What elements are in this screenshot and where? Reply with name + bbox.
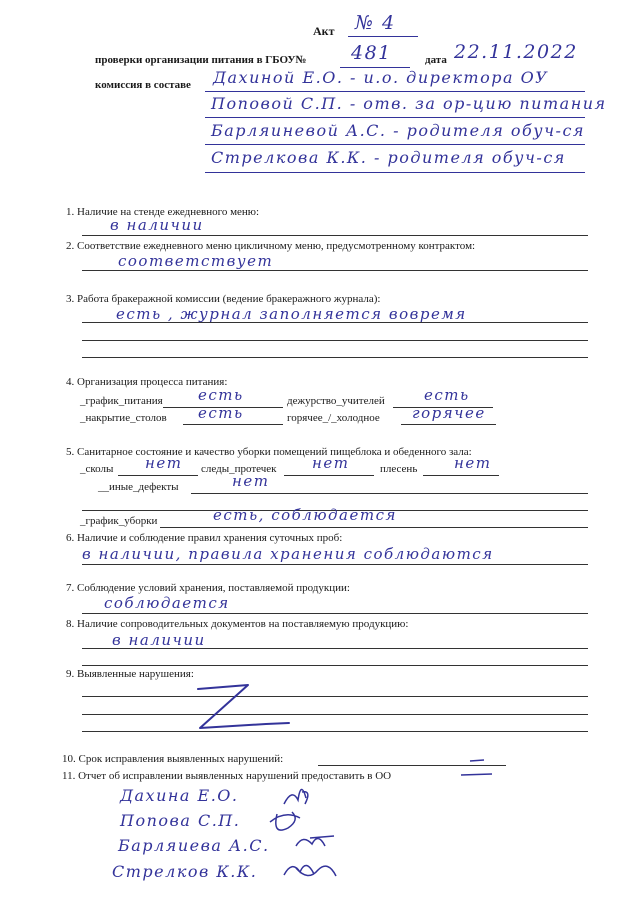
q5-mold-line [423, 475, 499, 476]
subject-label: проверки организации питания в ГБОУ№ [95, 54, 307, 66]
q8-answer: в наличии [112, 631, 206, 649]
q5-leaks-line [284, 475, 374, 476]
signature-scribble-3 [296, 836, 334, 846]
q4-schedule-label: _график_питания [80, 395, 163, 407]
q11-label: 11. Отчет об исправлении выявленных нарушений предоставить в ОО [62, 770, 392, 782]
q9-label: 9. Выявленные нарушения: [66, 668, 194, 680]
q9-line-1 [82, 696, 588, 697]
act-number: № 4 [355, 12, 396, 34]
member-line-1 [205, 91, 585, 92]
date-value: 22.11.2022 [454, 41, 578, 63]
q5-mold-label: плесень [380, 463, 418, 475]
member-line-2 [205, 117, 585, 118]
q5-cleaning-label: _график_уборки [80, 515, 158, 527]
q5-other-line [191, 493, 588, 494]
q10-label: 10. Срок исправления выявленных нарушений: [62, 753, 284, 765]
q11-dash [461, 774, 492, 775]
q9-line-3 [82, 731, 588, 732]
signature-scribble-1 [284, 789, 308, 804]
q5-other-value: нет [232, 472, 270, 490]
commission-member-2: Поповой С.П. - отв. за ор-цию питания [211, 94, 607, 113]
q5-chips-value: нет [145, 454, 183, 472]
q6-answer: в наличии, правила хранения соблюдаются [82, 545, 494, 563]
q1-label: 1. Наличие на стенде ежедневного меню: [66, 206, 260, 218]
signature-name-2: Попова С.П. [120, 811, 241, 830]
q4-duty-value: есть [424, 386, 470, 404]
q3-line-2 [82, 340, 588, 341]
commission-member-1: Дахиной Е.О. - и.о. директора ОУ [213, 68, 549, 87]
q4-hotcold-line [401, 424, 496, 425]
commission-member-4: Стрелкова К.К. - родителя обуч-ся [211, 148, 566, 167]
q3-line-3 [82, 357, 588, 358]
act-label: Акт [313, 24, 335, 38]
q5-leaks-label: следы_протечек [201, 463, 277, 475]
q5-chips-line [118, 475, 198, 476]
signature-scribble-4 [284, 865, 336, 876]
member-line-4 [205, 172, 585, 173]
q3-line-1 [82, 322, 588, 323]
q4-label: 4. Организация процесса питания: [66, 376, 228, 388]
q4-tables-label: _накрытие_столов [80, 412, 167, 424]
q5-other-label: __иные_дефекты [98, 481, 179, 493]
commission-member-3: Барляиневой А.С. - родителя обуч-ся [211, 121, 585, 140]
q5-cleaning-line [160, 527, 588, 528]
signature-name-1: Дахина Е.О. [120, 786, 239, 805]
q3-answer: есть , журнал заполняется вовремя [116, 305, 467, 323]
q8-label: 8. Наличие сопроводительных документов на поставляемую продукцию: [66, 618, 409, 630]
act-number-line [348, 36, 418, 37]
q5-label: 5. Санитарное состояние и качество уборки помещений пищеблока и обеденного зала: [66, 446, 472, 458]
q5-cleaning-value: есть, соблюдается [213, 506, 397, 524]
q5-leaks-value: нет [312, 454, 350, 472]
q6-label: 6. Наличие и соблюдение правил хранения суточных проб: [66, 532, 343, 544]
q9-line-2 [82, 714, 588, 715]
q4-schedule-value: есть [198, 386, 244, 404]
q8-line-2 [82, 665, 588, 666]
q4-tables-line [183, 424, 283, 425]
q6-line [82, 564, 588, 565]
signature-name-3: Барляиева А.С. [118, 836, 270, 855]
school-number: 481 [351, 42, 392, 64]
q7-answer: соблюдается [104, 594, 230, 612]
q2-answer: соответствует [118, 252, 274, 270]
q1-line [82, 235, 588, 236]
q10-line [318, 765, 506, 766]
q7-line [82, 613, 588, 614]
q4-tables-value: есть [198, 404, 244, 422]
no-violations-z-mark [198, 685, 289, 728]
q5-chips-label: _сколы [80, 463, 114, 475]
q4-hotcold-label: горячее_/_холодное [287, 412, 380, 424]
q10-dash [470, 760, 484, 761]
q3-label: 3. Работа бракеражной комиссии (ведение бракеражного журнала): [66, 293, 381, 305]
q4-hotcold-value: горячее [412, 404, 486, 422]
q7-label: 7. Соблюдение условий хранения, поставляемой продукции: [66, 582, 350, 594]
q2-label: 2. Соответствие ежедневного меню цикличному меню, предусмотренному контрактом: [66, 240, 476, 252]
q4-duty-label: дежурство_учителей [287, 395, 385, 407]
member-line-3 [205, 144, 585, 145]
signature-scribble-2 [270, 812, 300, 830]
date-label: дата [425, 54, 447, 66]
commission-label: комиссия в составе [95, 79, 191, 91]
signature-name-4: Стрелков К.К. [112, 862, 258, 881]
q2-line [82, 270, 588, 271]
q8-line-1 [82, 648, 588, 649]
q1-answer: в наличии [110, 216, 204, 234]
q5-mold-value: нет [454, 454, 492, 472]
